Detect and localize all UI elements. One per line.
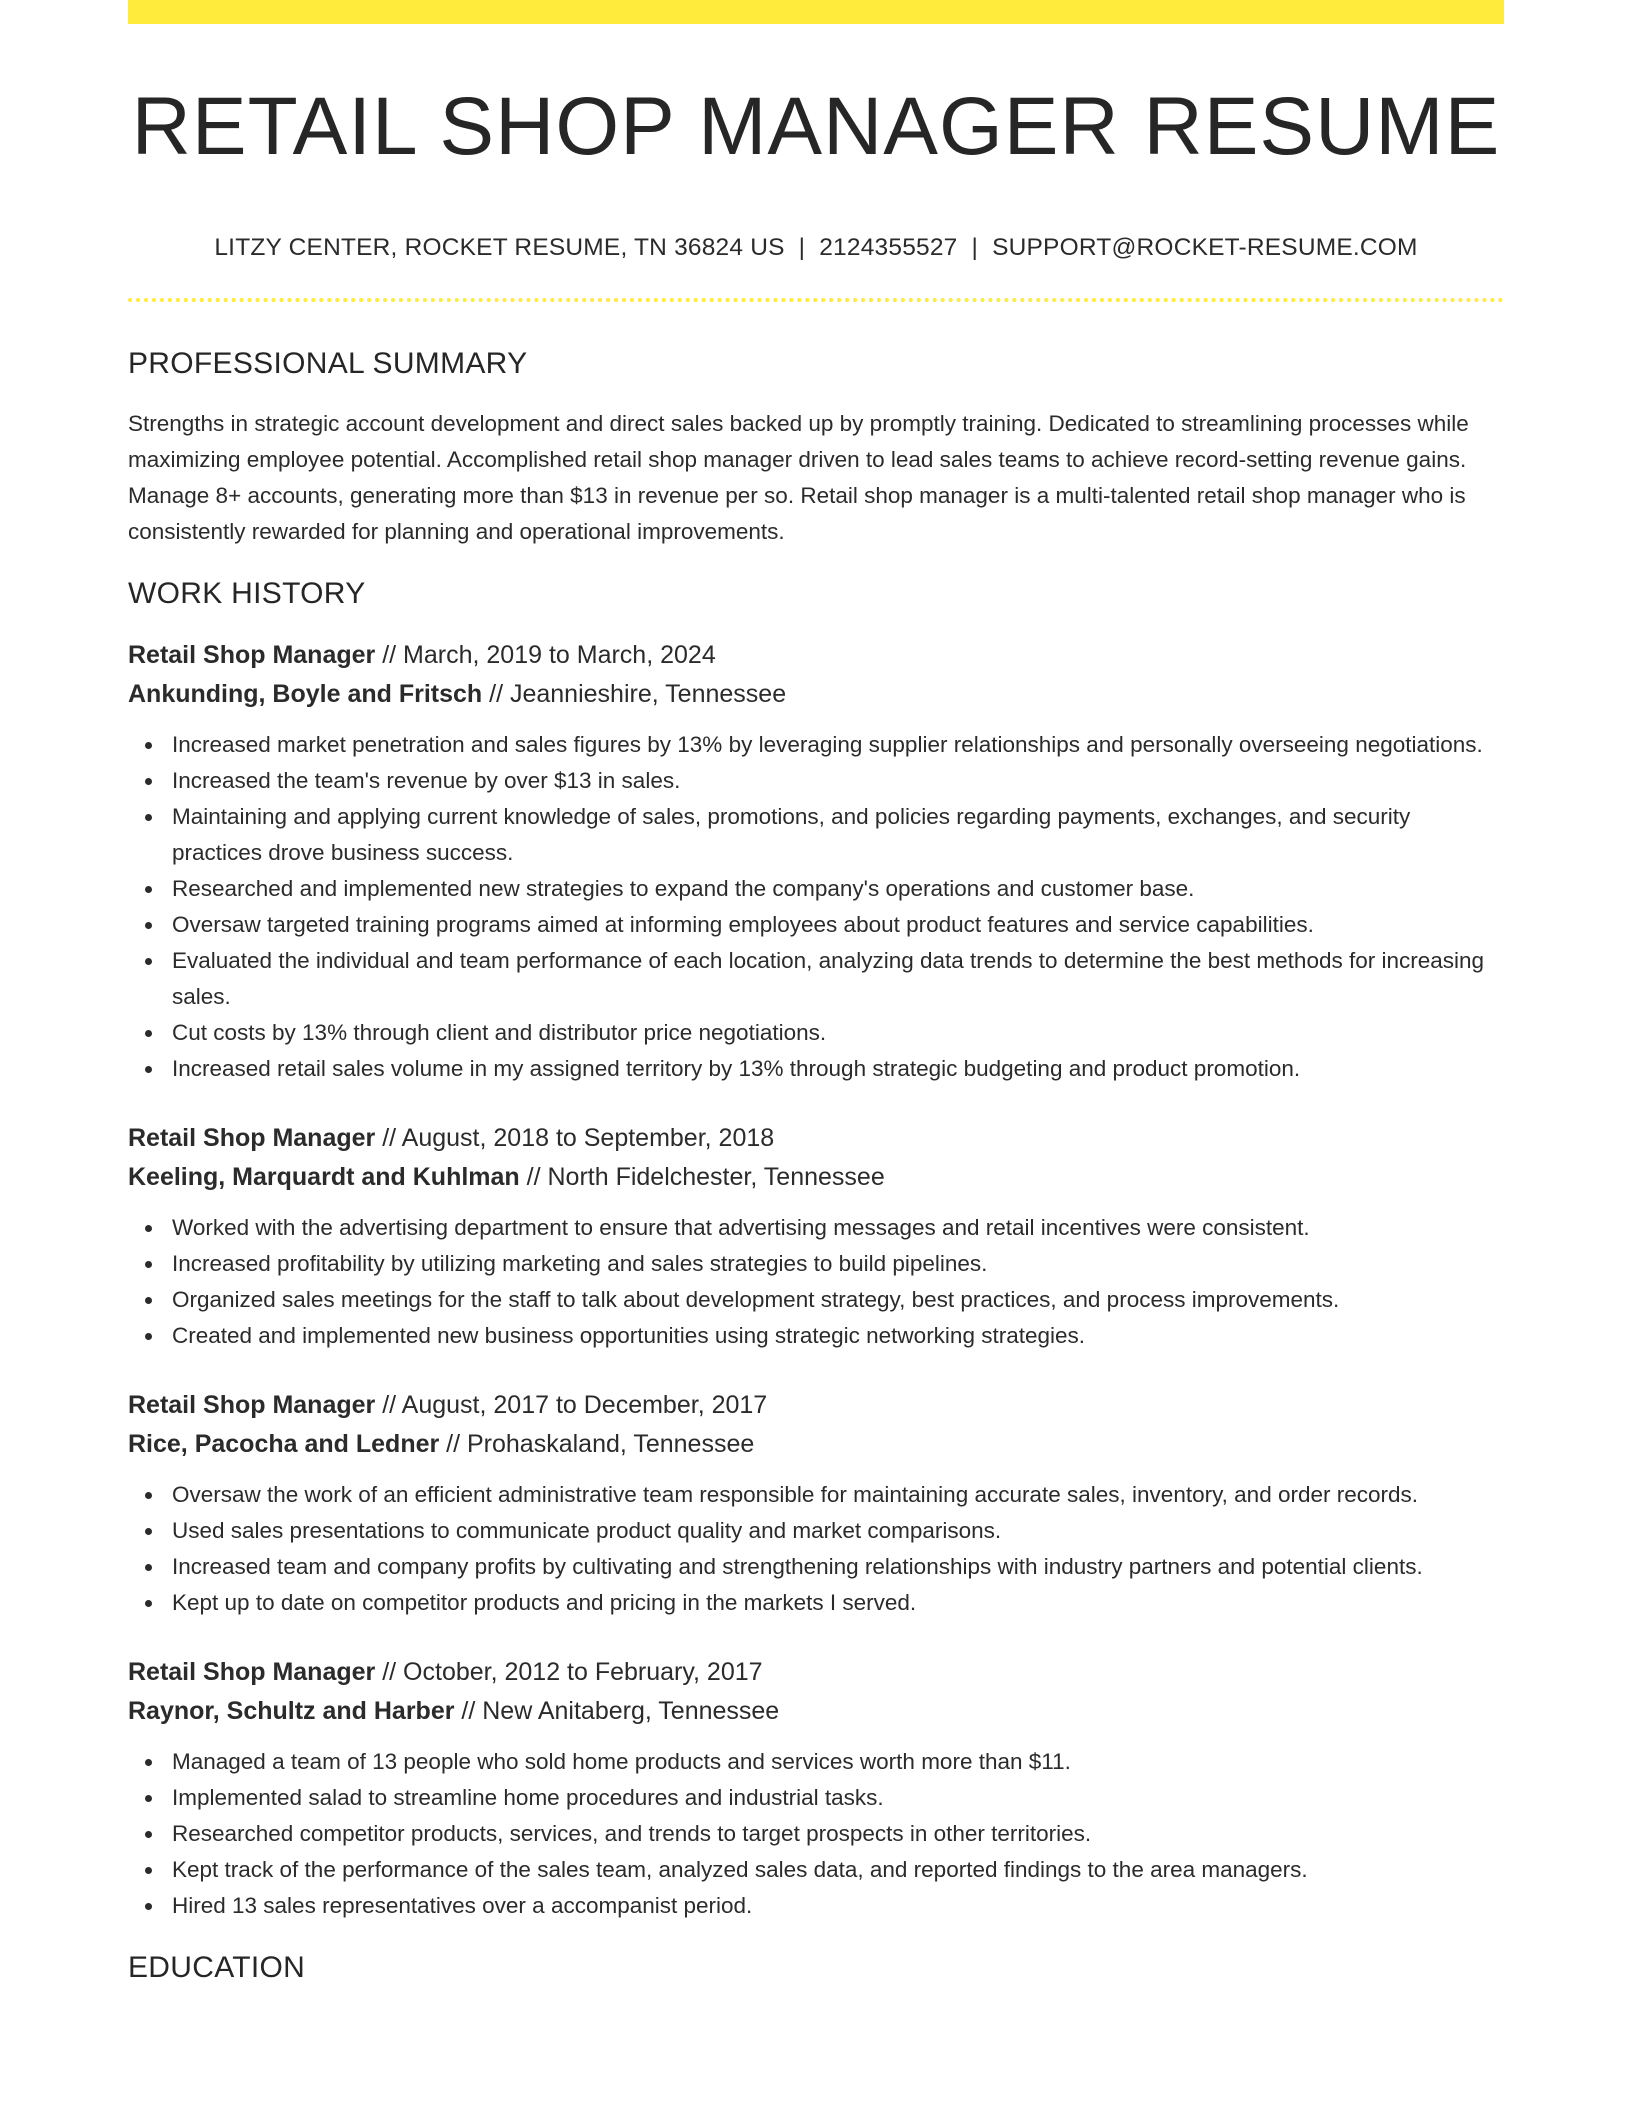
- job-title: Retail Shop Manager: [128, 1391, 376, 1420]
- job-dates: // October, 2012 to February, 2017: [375, 1658, 763, 1687]
- top-accent-bar: [128, 0, 1504, 24]
- job-entry: [128, 636, 1504, 1087]
- contact-phone: 2124355527: [819, 234, 958, 262]
- job-company-line: [128, 1692, 1504, 1731]
- job-location: // North Fidelchester, Tennessee: [519, 1163, 885, 1192]
- job-bullet: Created and implemented new business opportunities using strategic networking strategies.: [172, 1318, 1504, 1354]
- job-bullet: Maintaining and applying current knowledge of sales, promotions, and policies regarding payments, exchanges, and security practices drove business success.: [172, 799, 1504, 871]
- page-title: RETAIL SHOP MANAGER RESUME: [131, 81, 1501, 172]
- job-title-line: [128, 1119, 1504, 1158]
- summary-text: Strengths in strategic account development and direct sales backed up by promptly training. Dedicated to streamlining processes while maximizing employee potential. Accomplished retail shop manager driven to lead sales teams to achieve record-setting revenue gains. Manage 8+ accounts, generating more than $13 in revenue per so. Retail shop manager is a multi-talented retail shop manager who is consistently rewarded for planning and operational improvements.: [128, 411, 1469, 545]
- job-bullets: [128, 727, 1504, 1087]
- contact-address: LITZY CENTER, ROCKET RESUME, TN 36824 US: [214, 234, 785, 262]
- job-title: Retail Shop Manager: [128, 1124, 376, 1153]
- header-divider: [128, 298, 1504, 302]
- job-bullet: Increased team and company profits by cultivating and strengthening relationships with industry partners and potential clients.: [172, 1549, 1504, 1585]
- education-heading: EDUCATION: [128, 1951, 306, 1985]
- job-bullets: [128, 1744, 1504, 1924]
- job-company-line: [128, 675, 1504, 714]
- job-company-line: [128, 1425, 1504, 1464]
- job-title-line: [128, 636, 1504, 675]
- job-bullet: Researched competitor products, services, and trends to target prospects in other territories.: [172, 1816, 1504, 1852]
- job-bullet: Implemented salad to streamline home procedures and industrial tasks.: [172, 1780, 1504, 1816]
- contact-separator: |: [798, 234, 806, 262]
- job-bullets: [128, 1210, 1504, 1354]
- contact-line: [128, 234, 1504, 262]
- job-title: Retail Shop Manager: [128, 1658, 376, 1687]
- job-title-line: [128, 1653, 1504, 1692]
- job-location: // New Anitaberg, Tennessee: [454, 1697, 780, 1726]
- job-bullet: Kept up to date on competitor products and pricing in the markets I served.: [172, 1585, 1504, 1621]
- job-bullet: Oversaw targeted training programs aimed at informing employees about product features and service capabilities.: [172, 907, 1504, 943]
- job-bullet: Increased the team's revenue by over $13 in sales.: [172, 763, 1504, 799]
- job-entry: [128, 1386, 1504, 1621]
- job-dates: // March, 2019 to March, 2024: [375, 641, 716, 670]
- contact-separator: |: [971, 234, 979, 262]
- job-bullet: Oversaw the work of an efficient administrative team responsible for maintaining accurate sales, inventory, and order records.: [172, 1477, 1504, 1513]
- job-company-line: [128, 1158, 1504, 1197]
- job-dates: // August, 2017 to December, 2017: [375, 1391, 768, 1420]
- job-title: Retail Shop Manager: [128, 641, 376, 670]
- job-bullets: [128, 1477, 1504, 1621]
- job-bullet: Worked with the advertising department to ensure that advertising messages and retail incentives were consistent.: [172, 1210, 1504, 1246]
- job-entry: [128, 1653, 1504, 1924]
- job-bullet: Hired 13 sales representatives over a accompanist period.: [172, 1888, 1504, 1924]
- contact-email: SUPPORT@ROCKET-RESUME.COM: [992, 234, 1418, 262]
- job-company: Raynor, Schultz and Harber: [128, 1697, 455, 1726]
- job-bullet: Managed a team of 13 people who sold home products and services worth more than $11.: [172, 1744, 1504, 1780]
- job-bullet: Kept track of the performance of the sales team, analyzed sales data, and reported findings to the area managers.: [172, 1852, 1504, 1888]
- job-bullet: Researched and implemented new strategies to expand the company's operations and customer base.: [172, 871, 1504, 907]
- job-bullet: Increased profitability by utilizing marketing and sales strategies to build pipelines.: [172, 1246, 1504, 1282]
- work-history-heading: WORK HISTORY: [128, 577, 366, 611]
- summary-heading: PROFESSIONAL SUMMARY: [128, 347, 528, 381]
- job-company: Keeling, Marquardt and Kuhlman: [128, 1163, 520, 1192]
- job-entry: [128, 1119, 1504, 1354]
- job-dates: // August, 2018 to September, 2018: [375, 1124, 775, 1153]
- job-location: // Prohaskaland, Tennessee: [439, 1430, 755, 1459]
- job-location: // Jeannieshire, Tennessee: [482, 680, 787, 709]
- job-bullet: Increased retail sales volume in my assigned territory by 13% through strategic budgeting and product promotion.: [172, 1051, 1504, 1087]
- job-company: Ankunding, Boyle and Fritsch: [128, 680, 483, 709]
- job-bullet: Organized sales meetings for the staff to talk about development strategy, best practices, and process improvements.: [172, 1282, 1504, 1318]
- resume-page: [128, 0, 1504, 1986]
- job-company: Rice, Pacocha and Ledner: [128, 1430, 440, 1459]
- job-bullet: Cut costs by 13% through client and distributor price negotiations.: [172, 1015, 1504, 1051]
- job-bullet: Used sales presentations to communicate product quality and market comparisons.: [172, 1513, 1504, 1549]
- job-title-line: [128, 1386, 1504, 1425]
- job-bullet: Evaluated the individual and team performance of each location, analyzing data trends to determine the best methods for increasing sales.: [172, 943, 1504, 1015]
- job-bullet: Increased market penetration and sales figures by 13% by leveraging supplier relationships and personally overseeing negotiations.: [172, 727, 1504, 763]
